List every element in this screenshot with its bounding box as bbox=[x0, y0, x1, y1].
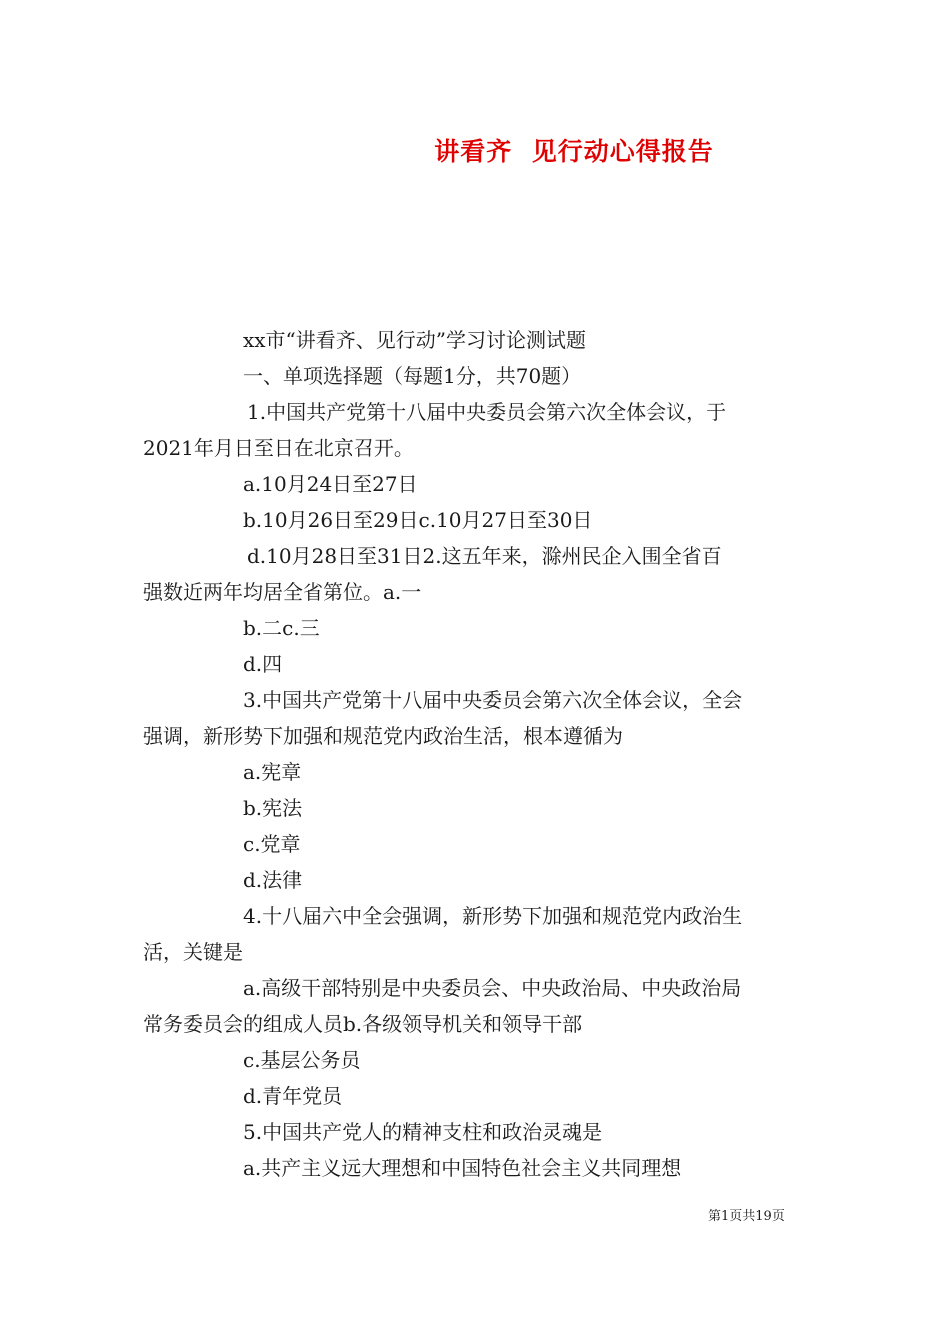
text-line: c.基层公务员 bbox=[243, 1048, 361, 1072]
text-line: 一、单项选择题（每题1分，共70题） bbox=[243, 364, 582, 388]
text-line: 2021年月日至日在北京召开。 bbox=[143, 436, 414, 460]
text-line: 4.十八届六中全会强调，新形势下加强和规范党内政治生 bbox=[243, 904, 743, 928]
text-line: a.共产主义远大理想和中国特色社会主义共同理想 bbox=[243, 1156, 682, 1180]
text-line: d.四 bbox=[243, 652, 283, 676]
text-line: 强调，新形势下加强和规范党内政治生活，根本遵循为 bbox=[143, 724, 623, 748]
text-line: b.二c.三 bbox=[243, 616, 320, 640]
text-line: a.宪章 bbox=[243, 760, 302, 784]
text-line: d.法律 bbox=[243, 868, 303, 892]
text-line: a.高级干部特别是中央委员会、中央政治局、中央政治局 bbox=[243, 976, 742, 1000]
text-line: a.10月24日至27日 bbox=[243, 472, 418, 496]
text-line: c.党章 bbox=[243, 832, 301, 856]
document-title: 讲看齐 见行动心得报告 bbox=[434, 137, 714, 166]
text-line: 1.中国共产党第十八届中央委员会第六次全体会议，于 bbox=[247, 400, 727, 424]
text-line: d.10月28日至31日2.这五年来，滁州民企入围全省百 bbox=[247, 544, 722, 568]
document-body bbox=[143, 322, 808, 1186]
text-line: d.青年党员 bbox=[243, 1084, 343, 1108]
text-line: 活，关键是 bbox=[143, 940, 243, 964]
text-line: 5.中国共产党人的精神支柱和政治灵魂是 bbox=[243, 1120, 603, 1144]
text-line: xx市“讲看齐、见行动”学习讨论测试题 bbox=[243, 328, 587, 352]
text-line: 强数近两年均居全省第位。a.一 bbox=[143, 580, 422, 604]
text-line: b.10月26日至29日c.10月27日至30日 bbox=[243, 508, 593, 532]
text-line: 常务委员会的组成人员b.各级领导机关和领导干部 bbox=[143, 1012, 583, 1036]
page-number-footer: 第1页共19页 bbox=[708, 1209, 785, 1224]
text-line: b.宪法 bbox=[243, 796, 303, 820]
text-line: 3.中国共产党第十八届中央委员会第六次全体会议，全会 bbox=[243, 688, 743, 712]
